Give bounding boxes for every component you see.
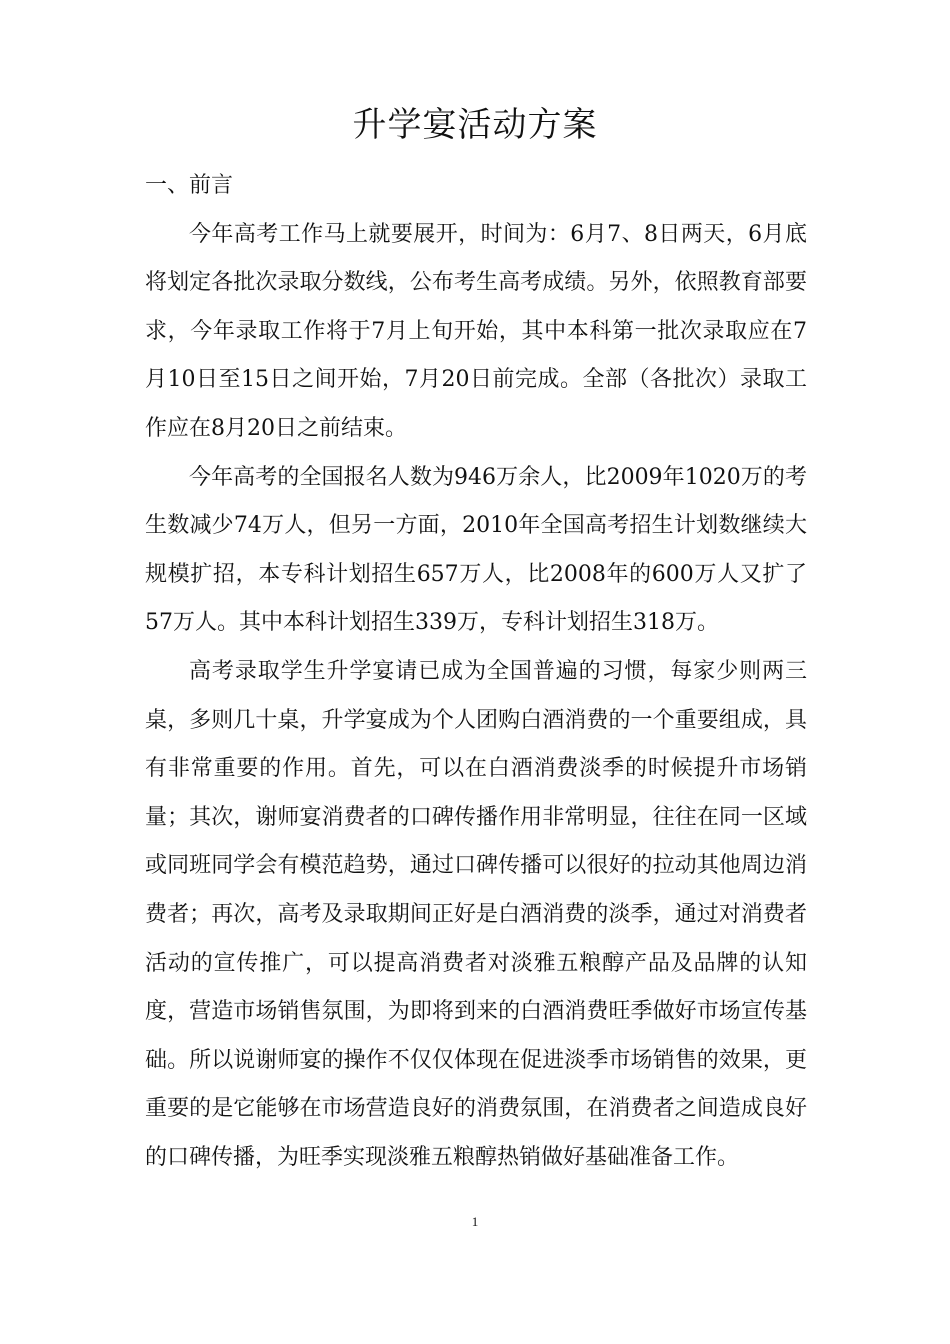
page-number: 1: [471, 1214, 479, 1229]
paragraph-enrollment-stats: 今年高考的全国报名人数为946万余人，比2009年1020万的考生数减少74万人，但另一方面，2010年全国高考招生计划数继续大规模扩招，本专科计划招生657万人，比2008年的600万人又扩了57万人。其中本科计划招生339万，专科计划招生318万。: [145, 464, 808, 636]
section-heading: 一、前言: [145, 173, 234, 198]
document-title: 升学宴活动方案: [352, 105, 598, 145]
paragraph-banquet-importance: 高考录取学生升学宴请已成为全国普遍的习惯，每家少则两三桌，多则几十桌，升学宴成为个人团购白酒消费的一个重要组成，具有非常重要的作用。首先，可以在白酒消费淡季的时候提升市场销量；其次，谢师宴消费者的口碑传播作用非常明显，往往在同一区域或同班同学会有模范趋势，通过口碑传播可以很好的拉动其他周边消费者；再次，高考及录取期间正好是白酒消费的淡季，通过对消费者活动的宣传推广，可以提高消费者对淡雅五粮醇产品及品牌的认知度，营造市场销售氛围，为即将到来的白酒消费旺季做好市场宣传基础。所以说谢师宴的操作不仅仅体现在促进淡季市场销售的效果，更重要的是它能够在市场营造良好的消费氛围，在消费者之间造成良好的口碑传播，为旺季实现淡雅五粮醇热销做好基础准备工作。: [145, 658, 807, 1170]
document-body: [145, 162, 807, 1182]
paragraph-exam-schedule: 今年高考工作马上就要展开，时间为：6月7、8日两天，6月底将划定各批次录取分数线，公布考生高考成绩。另外，依照教育部要求，今年录取工作将于7月上旬开始，其中本科第一批次录取应在7月10日至15日之间开始，7月20日前完成。全部（各批次）录取工作应在8月20日之前结束。: [145, 221, 807, 441]
